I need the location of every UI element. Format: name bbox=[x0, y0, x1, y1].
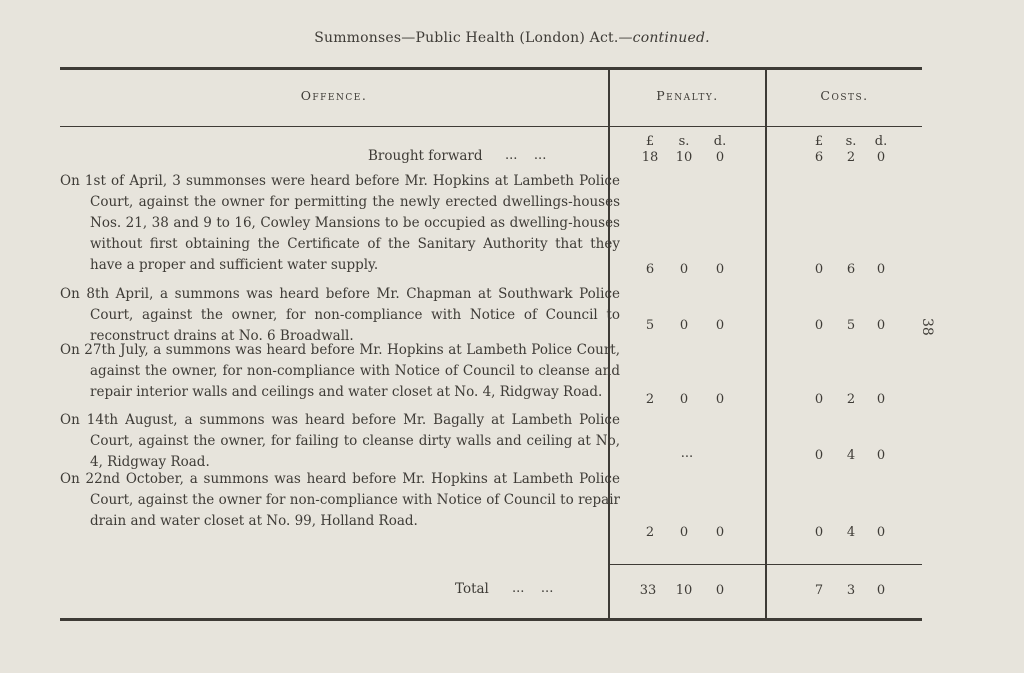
page-title bbox=[0, 30, 1024, 46]
costs-unit-pounds: £ bbox=[814, 134, 824, 149]
entry-1-costs-pence: 0 bbox=[876, 262, 886, 277]
total-penalty-shillings: 10 bbox=[675, 583, 693, 598]
entry-4-costs-pounds: 0 bbox=[814, 448, 824, 463]
penalty-unit-pounds: £ bbox=[645, 134, 655, 149]
bf-costs-pence: 0 bbox=[876, 150, 886, 165]
entry-5-penalty-shillings: 0 bbox=[679, 525, 689, 540]
entry-1-penalty-shillings: 0 bbox=[679, 262, 689, 277]
total-costs-pence: 0 bbox=[876, 583, 886, 598]
bf-costs-shillings: 2 bbox=[846, 150, 856, 165]
entry-3-costs-shillings: 2 bbox=[846, 392, 856, 407]
header-penalty: Penalty. bbox=[656, 88, 719, 103]
total-dots: ... ... bbox=[512, 581, 554, 596]
entry-4-penalty-none: ... bbox=[680, 446, 694, 461]
offence-entry-2: On 8th April, a summons was heard before Mr. Chapman at Southwark Police Court, against the owner, for non-compliance with Notice of Council to reconstruct drains at No. 6 Broadwall. bbox=[60, 286, 620, 344]
entry-2-penalty-pence: 0 bbox=[715, 318, 725, 333]
header-rule-offence bbox=[60, 126, 608, 127]
entry-5-costs-shillings: 4 bbox=[846, 525, 856, 540]
entry-3-penalty-pounds: 2 bbox=[645, 392, 655, 407]
header-offence: Offence. bbox=[300, 88, 368, 103]
top-rule bbox=[60, 67, 922, 70]
bf-penalty-pounds: 18 bbox=[641, 150, 659, 165]
entry-3-costs-pounds: 0 bbox=[814, 392, 824, 407]
bf-costs-pounds: 6 bbox=[814, 150, 824, 165]
entry-2-costs-pounds: 0 bbox=[814, 318, 824, 333]
bottom-rule bbox=[60, 618, 922, 621]
entry-4-costs-pence: 0 bbox=[876, 448, 886, 463]
bf-penalty-pence: 0 bbox=[715, 150, 725, 165]
entry-5-penalty-pounds: 2 bbox=[645, 525, 655, 540]
entry-1-penalty-pounds: 6 bbox=[645, 262, 655, 277]
offence-entry-3: On 27th July, a summons was heard before Mr. Hopkins at Lambeth Police Court, against the owner, for non-compliance with Notice of Council to cleanse and repair interior walls and ceilings and water closet at No. 4, Ridgway Road. bbox=[60, 342, 620, 400]
header-rule-penalty bbox=[610, 126, 765, 127]
entry-5-costs-pounds: 0 bbox=[814, 525, 824, 540]
total-costs-shillings: 3 bbox=[846, 583, 856, 598]
entry-5-costs-pence: 0 bbox=[876, 525, 886, 540]
entry-1-costs-pounds: 0 bbox=[814, 262, 824, 277]
total-label: Total bbox=[455, 581, 489, 597]
penalty-unit-pence: d. bbox=[713, 134, 727, 149]
entry-3-costs-pence: 0 bbox=[876, 392, 886, 407]
entry-2-penalty-pounds: 5 bbox=[645, 318, 655, 333]
entry-2-costs-shillings: 5 bbox=[846, 318, 856, 333]
column-divider-2 bbox=[765, 67, 767, 620]
entry-2-penalty-shillings: 0 bbox=[679, 318, 689, 333]
page-number: 38 bbox=[919, 318, 935, 336]
brought-forward-dots: ... ... bbox=[505, 148, 547, 163]
title-continued: —continued. bbox=[618, 30, 710, 46]
entry-1-costs-shillings: 6 bbox=[846, 262, 856, 277]
offence-entry-5: On 22nd October, a summons was heard before Mr. Hopkins at Lambeth Police Court, against the owner for non-compliance with Notice of Council to repair drain and water closet at No. 99, Holland Road. bbox=[60, 471, 620, 529]
total-penalty-pounds: 33 bbox=[639, 583, 657, 598]
entry-5-penalty-pence: 0 bbox=[715, 525, 725, 540]
total-costs-pounds: 7 bbox=[814, 583, 824, 598]
entry-3-penalty-pence: 0 bbox=[715, 392, 725, 407]
costs-unit-pence: d. bbox=[874, 134, 888, 149]
offence-entry-1: On 1st of April, 3 summonses were heard before Mr. Hopkins at Lambeth Police Court, against the owner for permitting the newly erected dwellings-houses Nos. 21, 38 and 9 to 16, Cowley Mansions to be occupied as dwelling-houses without first obtaining the Certificate of the Sanitary Authority that they have a proper and sufficient water supply. bbox=[60, 173, 620, 273]
bf-penalty-shillings: 10 bbox=[675, 150, 693, 165]
header-rule-costs bbox=[767, 126, 922, 127]
total-penalty-pence: 0 bbox=[715, 583, 725, 598]
header-costs: Costs. bbox=[820, 88, 869, 103]
offence-entry-4: On 14th August, a summons was heard before Mr. Bagally at Lambeth Police Court, against the owner, for failing to cleanse dirty walls and ceiling at No, 4, Ridgway Road. bbox=[60, 412, 620, 470]
entry-1-penalty-pence: 0 bbox=[715, 262, 725, 277]
title-text: Summonses—Public Health (London) Act. bbox=[314, 30, 619, 46]
penalty-unit-shillings: s. bbox=[678, 134, 690, 149]
entry-3-penalty-shillings: 0 bbox=[679, 392, 689, 407]
costs-unit-shillings: s. bbox=[845, 134, 857, 149]
entry-2-costs-pence: 0 bbox=[876, 318, 886, 333]
entry-4-costs-shillings: 4 bbox=[846, 448, 856, 463]
brought-forward-label: Brought forward bbox=[368, 148, 483, 164]
